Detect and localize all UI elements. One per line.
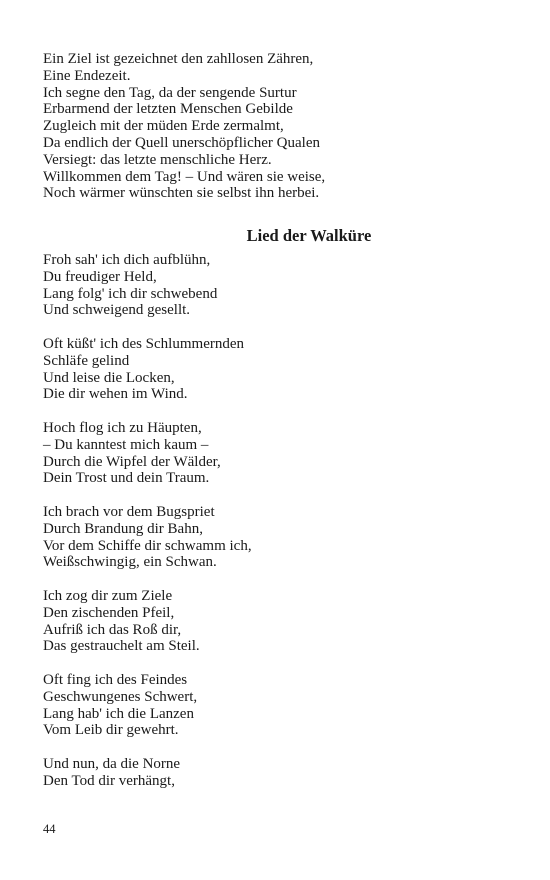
verse-line: Den Tod dir verhängt, xyxy=(43,772,175,789)
verse-line: Ein Ziel ist gezeichnet den zahllosen Zähren, xyxy=(43,51,314,67)
stanza-2 xyxy=(43,336,513,403)
verse-line: Vor dem Schiffe dir schwamm ich, xyxy=(43,537,252,554)
verse-line: Versiegt: das letzte menschliche Herz. xyxy=(43,151,272,168)
verse-line: Und leise die Locken, xyxy=(43,369,175,386)
verse-line: Ich brach vor dem Bugspriet xyxy=(43,504,215,520)
verse-line: Durch die Wipfel der Wälder, xyxy=(43,453,221,470)
stanza-1 xyxy=(43,252,513,319)
verse-line: Durch Brandung dir Bahn, xyxy=(43,520,203,537)
verse-line: Aufriß ich das Roß dir, xyxy=(43,621,182,638)
verse-line: Lang hab' ich die Lanzen xyxy=(43,705,194,722)
verse-line: Dein Trost und dein Traum. xyxy=(43,470,210,487)
verse-line: Ich zog dir zum Ziele xyxy=(43,588,173,604)
stanza-6 xyxy=(43,672,513,739)
verse-line: Du freudiger Held, xyxy=(43,268,157,285)
verse-line: Da endlich der Quell unerschöpflicher Qualen xyxy=(43,134,320,151)
verse-line: Weißschwingig, ein Schwan. xyxy=(43,554,217,571)
stanza-5 xyxy=(43,588,513,655)
poem-title: Lied der Walküre xyxy=(246,226,372,245)
stanza-7 xyxy=(43,756,513,790)
stanza-4 xyxy=(43,504,513,571)
verse-line: Eine Endezeit. xyxy=(43,67,131,84)
verse-line: Und nun, da die Norne xyxy=(43,756,181,772)
verse-line: – Du kanntest mich kaum – xyxy=(43,436,209,453)
verse-line: Oft küßt' ich des Schlummernden xyxy=(43,336,244,352)
verse-line: Zugleich mit der müden Erde zermalmt, xyxy=(43,118,284,135)
verse-line: Die dir wehen im Wind. xyxy=(43,386,188,403)
verse-line: Den zischenden Pfeil, xyxy=(43,604,175,621)
page-number: 44 xyxy=(43,822,56,836)
intro-verse xyxy=(43,51,513,202)
verse-line: Hoch flog ich zu Häupten, xyxy=(43,420,202,436)
stanza-3 xyxy=(43,420,513,487)
verse-line: Und schweigend gesellt. xyxy=(43,302,191,319)
verse-line: Ich segne den Tag, da der sengende Surtur xyxy=(43,84,297,101)
verse-line: Erbarmend der letzten Menschen Gebilde xyxy=(43,101,293,118)
verse-line: Noch wärmer wünschten sie selbst ihn herbei. xyxy=(43,185,320,202)
verse-line: Vom Leib dir gewehrt. xyxy=(43,722,179,739)
verse-line: Willkommen dem Tag! – Und wären sie weise, xyxy=(43,168,326,185)
verse-line: Schläfe gelind xyxy=(43,352,130,369)
verse-line: Oft fing ich des Feindes xyxy=(43,672,188,688)
verse-line: Lang folg' ich dir schwebend xyxy=(43,285,218,302)
verse-line: Froh sah' ich dich aufblühn, xyxy=(43,252,211,268)
verse-line: Das gestrauchelt am Steil. xyxy=(43,638,200,655)
verse-line: Geschwungenes Schwert, xyxy=(43,688,198,705)
